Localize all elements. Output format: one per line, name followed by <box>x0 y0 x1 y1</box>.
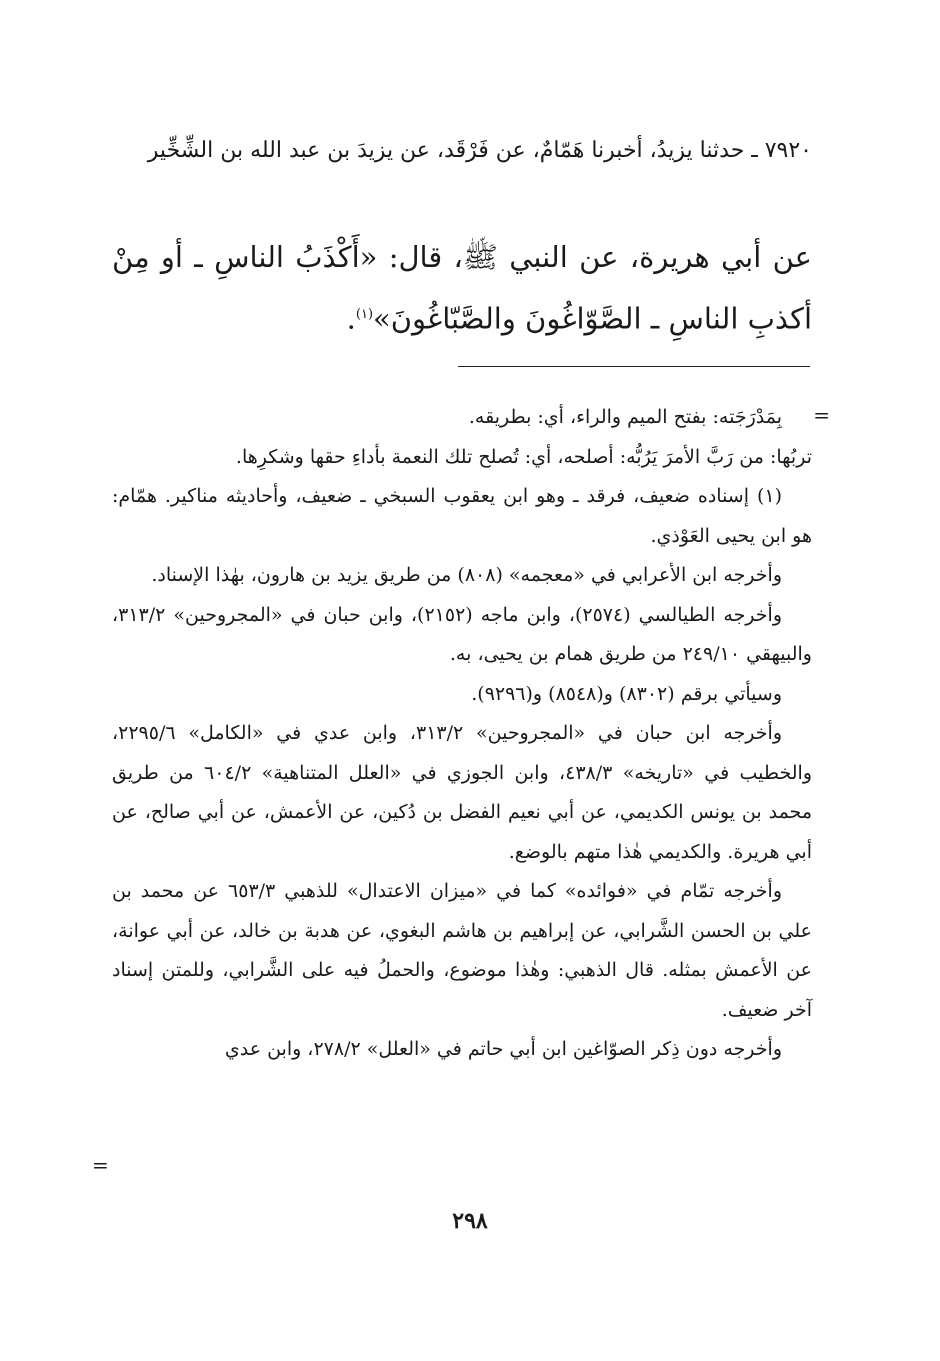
footnote-paragraph: وأخرجه الطيالسي (٢٥٧٤)، وابن ماجه (٢١٥٢)، وابن حبان في «المجروحين» ٣١٣/٢، والبيهقي ٢٤٩/١٠ من طريق همام بن يحيى، به. <box>112 603 812 665</box>
footnote-marker: (١) <box>355 307 374 322</box>
continuation-mark-top: = <box>813 403 830 427</box>
footnote-separator <box>458 366 810 367</box>
hadith-isnad <box>112 130 812 172</box>
footnote-paragraph: وأخرجه دون ذِكر الصوّاغين ابن أبي حاتم في «العلل» ٢٧٨/٢، وابن عدي <box>224 1038 782 1060</box>
hadith-matn <box>112 228 812 348</box>
hadith-isnad-text: ٧٩٢٠ ـ حدثنا يزيدُ، أخبرنا هَمّامٌ، عن فَرْقَد، عن يزيدَ بن عبد الله بن الشِّخِّير <box>147 138 812 163</box>
hadith-matn-text: عن أبي هريرة، عن النبي ﷺ، قال: «أَكْذَبُ الناسِ ـ أو مِنْ أكذبِ الناسِ ـ الصَّوّاغُونَ والصَّبّاغُونَ» <box>112 240 812 336</box>
footnote-paragraph: وأخرجه تمّام في «فوائده» كما في «ميزان الاعتدال» للذهبي ٦٥٣/٣ عن محمد بن علي بن الحسن الشَّرابي، عن إبراهيم بن هاشم البغوي، عن هدبة بن خالد، عن أبي عوانة، عن الأعمش بمثله. قال الذهبي: وهٰذا موضوع، والحملُ فيه على الشَّرابي، وللمتن إسناد آخر ضعيف. <box>112 880 812 1021</box>
footnote-paragraph: وأخرجه ابن حبان في «المجروحين» ٣١٣/٢، وابن عدي في «الكامل» ٢٢٩٥/٦، والخطيب في «تاريخه» ٤٣٨/٣، وابن الجوزي في «العلل المتناهية» ٦٠٤/٢ من طريق محمد بن يونس الكديمي، عن أبي نعيم الفضل بن دُكين، عن الأعمش، عن أبي صالح، عن أبي هريرة. والكديمي هٰذا متهم بالوضع. <box>112 722 812 863</box>
end-mark: . <box>346 301 356 336</box>
footnote-paragraph: وسيأتي برقم (٨٣٠٢) و(٨٥٤٨) و(٩٢٩٦). <box>471 682 782 705</box>
continuation-mark-bottom: = <box>92 1153 109 1177</box>
footnote-paragraph: وأخرجه ابن الأعرابي في «معجمه» (٨٠٨) من طريق يزيد بن هارون، بهٰذا الإسناد. <box>151 564 782 586</box>
footnote-paragraph: (١) إسناده ضعيف، فرقد ـ وهو ابن يعقوب السبخي ـ ضعيف، وأحاديثه مناكير. همّام: هو ابن يحيى العَوْذي. <box>112 485 812 547</box>
footnotes <box>112 398 812 1070</box>
footnote-paragraph: تربُها: من رَبَّ الأمرَ يَرُبُّه: أصلحه، أي: تُصلح تلك النعمة بأداءِ حقها وشكرِها. <box>235 445 812 468</box>
page-number: ٢٩٨ <box>452 1208 488 1234</box>
footnote-paragraph: بِمَدْرَجَته: بفتح الميم والراء، أي: بطريقه. <box>468 406 782 428</box>
